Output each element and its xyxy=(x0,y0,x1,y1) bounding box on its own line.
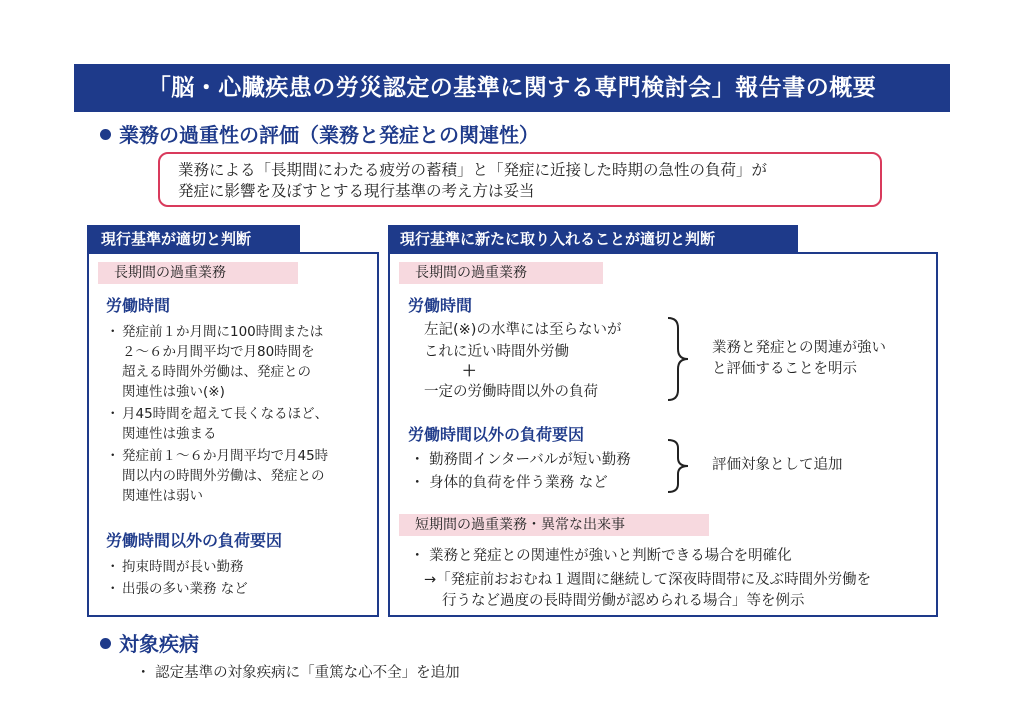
short-term-example-line: →「発症前おおむね１週間に継続して深夜時間帯に及ぶ時間外労働を xyxy=(424,572,872,588)
list-item-text: 出張の多い業務 など xyxy=(122,581,248,597)
section-heading-text: 対象疾病 xyxy=(119,632,199,656)
target-disease-item xyxy=(136,663,460,684)
bullet-mark: ・ xyxy=(106,324,120,340)
plus-sign: ＋ xyxy=(462,364,477,380)
list-item xyxy=(104,404,374,444)
bullet-mark: ・ xyxy=(106,406,120,422)
page-title: 「脳・心臓疾患の労災認定の基準に関する専門検討会」報告書の概要 xyxy=(74,64,950,112)
list-item-line: 関連性は強まる xyxy=(122,426,217,442)
bullet-mark: ・ xyxy=(410,452,425,468)
summary-line: 業務による「長期間にわたる疲労の蓄積」と「発症に近接した時期の急性の負荷」が xyxy=(178,161,768,179)
right-working-hours-heading: 労働時間 xyxy=(408,296,473,315)
bullet-mark: ・ xyxy=(410,475,425,491)
bullet-mark: ・ xyxy=(410,548,425,564)
bullet-dot-icon xyxy=(100,638,111,649)
right-brace-icon xyxy=(666,316,692,402)
list-item-line: ２～６か月間平均で月80時間を xyxy=(122,344,315,360)
left-working-hours-heading: 労働時間 xyxy=(106,296,171,315)
left-other-factors-heading: 労働時間以外の負荷要因 xyxy=(106,531,283,550)
left-tag-long-term: 長期間の過重業務 xyxy=(98,262,298,284)
list-item xyxy=(104,446,374,506)
list-item-text: 身体的負荷を伴う業務 など xyxy=(429,475,608,491)
bullet-mark: ・ xyxy=(106,448,120,464)
left-working-hours-list xyxy=(104,322,374,506)
right-wh-line: これに近い時間外労働 xyxy=(424,344,569,360)
list-item-line: 超える時間外労働は、発症との xyxy=(122,364,311,380)
bullet-mark: ・ xyxy=(106,559,120,575)
section-heading-text: 業務の過重性の評価（業務と発症との関連性） xyxy=(119,123,539,147)
summary-box xyxy=(158,152,882,207)
right-other-result: 評価対象として追加 xyxy=(712,457,843,473)
list-item xyxy=(104,579,374,599)
bullet-dot-icon xyxy=(100,129,111,140)
right-other-factors-heading: 労働時間以外の負荷要因 xyxy=(408,425,585,444)
list-item-line: 発症前１～６か月間平均で月45時 xyxy=(122,448,329,464)
right-tag-short-term: 短期間の過重業務・異常な出来事 xyxy=(399,514,709,536)
right-tag-long-term: 長期間の過重業務 xyxy=(399,262,603,284)
right-wh-line: 左記(※)の水準には至らないが xyxy=(424,322,622,338)
short-term-example-line: 行うなど過度の長時間労働が認められる場合」等を例示 xyxy=(442,593,805,609)
short-term-item xyxy=(410,546,792,567)
right-wh-line: 一定の労働時間以外の負荷 xyxy=(424,384,598,400)
list-item-text: 拘束時間が長い勤務 xyxy=(122,559,244,575)
list-item xyxy=(410,473,608,494)
section-heading-target-disease xyxy=(100,631,199,657)
bullet-mark: ・ xyxy=(136,665,151,681)
list-item xyxy=(104,322,374,402)
list-item xyxy=(410,450,631,471)
section-heading-workload xyxy=(100,122,539,148)
short-term-item-text: 業務と発症との関連性が強いと判断できる場合を明確化 xyxy=(429,548,792,564)
target-disease-text: 認定基準の対象疾病に「重篤な心不全」を追加 xyxy=(155,665,460,681)
list-item-line: 関連性は弱い xyxy=(122,488,203,504)
right-panel-label: 現行基準に新たに取り入れることが適切と判断 xyxy=(388,225,798,253)
right-wh-result-line: 業務と発症との関連が強い xyxy=(712,340,886,356)
list-item-line: 間以内の時間外労働は、発症との xyxy=(122,468,325,484)
list-item-text: 勤務間インターバルが短い勤務 xyxy=(429,452,631,468)
list-item xyxy=(104,557,374,577)
bullet-mark: ・ xyxy=(106,581,120,597)
right-wh-result-line: と評価することを明示 xyxy=(712,361,857,377)
summary-line: 発症に影響を及ぼすとする現行基準の考え方は妥当 xyxy=(178,182,535,200)
list-item-line: 発症前１か月間に100時間または xyxy=(122,324,324,340)
list-item-line: 関連性は強い(※) xyxy=(122,384,225,400)
right-brace-icon xyxy=(666,438,692,494)
left-panel-label: 現行基準が適切と判断 xyxy=(87,225,300,253)
left-other-factors-list xyxy=(104,557,374,599)
list-item-line: 月45時間を超えて長くなるほど、 xyxy=(122,406,329,422)
